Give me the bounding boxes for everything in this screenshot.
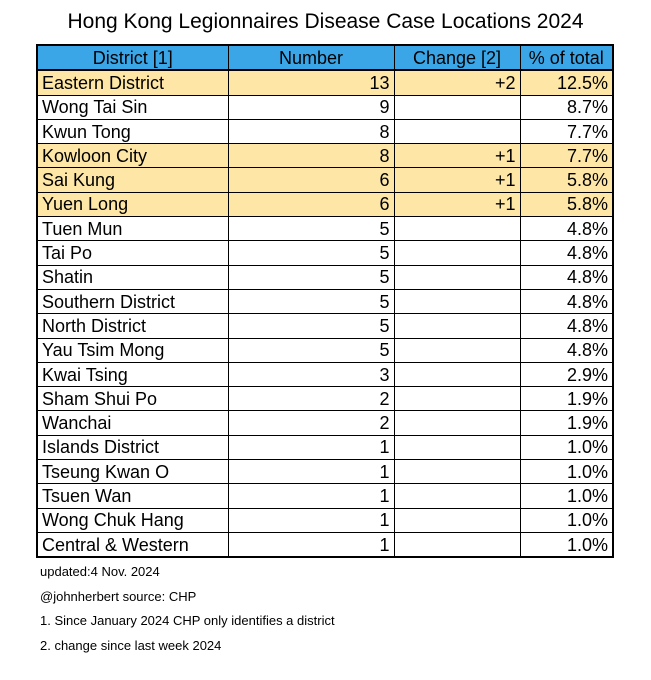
table-row bbox=[37, 241, 613, 265]
table-row bbox=[37, 70, 613, 95]
number-cell: 1 bbox=[228, 484, 394, 508]
table-row bbox=[37, 314, 613, 338]
table-row bbox=[37, 411, 613, 435]
district-cell: Sai Kung bbox=[37, 168, 228, 192]
district-cell: Yau Tsim Mong bbox=[37, 338, 228, 362]
table-row bbox=[37, 265, 613, 289]
change-cell bbox=[394, 532, 520, 557]
percent-cell: 1.0% bbox=[520, 435, 613, 459]
table-body bbox=[37, 70, 613, 557]
percent-cell: 2.9% bbox=[520, 362, 613, 386]
district-cell: Kowloon City bbox=[37, 144, 228, 168]
column-header-percent: % of total bbox=[520, 45, 613, 70]
percent-cell: 4.8% bbox=[520, 241, 613, 265]
table-row bbox=[37, 435, 613, 459]
table-row bbox=[37, 289, 613, 313]
number-cell: 5 bbox=[228, 241, 394, 265]
number-cell: 2 bbox=[228, 411, 394, 435]
percent-cell: 7.7% bbox=[520, 144, 613, 168]
number-cell: 1 bbox=[228, 435, 394, 459]
column-header-change: Change [2] bbox=[394, 45, 520, 70]
change-cell bbox=[394, 387, 520, 411]
change-cell bbox=[394, 289, 520, 313]
percent-cell: 1.0% bbox=[520, 484, 613, 508]
number-cell: 13 bbox=[228, 70, 394, 95]
table-row bbox=[37, 119, 613, 143]
percent-cell: 4.8% bbox=[520, 265, 613, 289]
table-row bbox=[37, 460, 613, 484]
percent-cell: 1.0% bbox=[520, 532, 613, 557]
percent-cell: 4.8% bbox=[520, 314, 613, 338]
change-cell bbox=[394, 460, 520, 484]
district-cases-table bbox=[36, 44, 614, 558]
percent-cell: 12.5% bbox=[520, 70, 613, 95]
percent-cell: 5.8% bbox=[520, 192, 613, 216]
number-cell: 6 bbox=[228, 192, 394, 216]
change-cell bbox=[394, 95, 520, 119]
district-cell: Sham Shui Po bbox=[37, 387, 228, 411]
district-cell: Tseung Kwan O bbox=[37, 460, 228, 484]
number-cell: 8 bbox=[228, 144, 394, 168]
change-cell bbox=[394, 411, 520, 435]
percent-cell: 1.0% bbox=[520, 508, 613, 532]
footnote-2: 2. change since last week 2024 bbox=[40, 637, 222, 653]
district-cell: Southern District bbox=[37, 289, 228, 313]
updated-note: updated:4 Nov. 2024 bbox=[40, 564, 160, 579]
change-cell bbox=[394, 265, 520, 289]
percent-cell: 1.9% bbox=[520, 387, 613, 411]
percent-cell: 4.8% bbox=[520, 217, 613, 241]
footnote-1: 1. Since January 2024 CHP only identifies a district bbox=[40, 613, 335, 628]
percent-cell: 1.9% bbox=[520, 411, 613, 435]
table-row bbox=[37, 508, 613, 532]
number-cell: 5 bbox=[228, 265, 394, 289]
change-cell bbox=[394, 435, 520, 459]
number-cell: 9 bbox=[228, 95, 394, 119]
number-cell: 5 bbox=[228, 289, 394, 313]
number-cell: 3 bbox=[228, 362, 394, 386]
district-cell: Tuen Mun bbox=[37, 217, 228, 241]
table-row bbox=[37, 192, 613, 216]
table-row bbox=[37, 362, 613, 386]
percent-cell: 4.8% bbox=[520, 289, 613, 313]
percent-cell: 8.7% bbox=[520, 95, 613, 119]
page-title: Hong Kong Legionnaires Disease Case Locations 2024 bbox=[67, 10, 584, 33]
table-row bbox=[37, 95, 613, 119]
district-cell: Yuen Long bbox=[37, 192, 228, 216]
source-note: @johnherbert source: CHP bbox=[40, 588, 197, 604]
number-cell: 1 bbox=[228, 532, 394, 557]
percent-cell: 1.0% bbox=[520, 460, 613, 484]
notes-block bbox=[40, 563, 335, 661]
change-cell: +1 bbox=[394, 192, 520, 216]
number-cell: 5 bbox=[228, 217, 394, 241]
change-cell: +2 bbox=[394, 70, 520, 95]
column-header-number: Number bbox=[228, 45, 394, 70]
number-cell: 6 bbox=[228, 168, 394, 192]
district-cell: Shatin bbox=[37, 265, 228, 289]
column-header-district: District [1] bbox=[37, 45, 228, 70]
district-cell: Islands District bbox=[37, 435, 228, 459]
change-cell bbox=[394, 119, 520, 143]
district-cell: North District bbox=[37, 314, 228, 338]
change-cell bbox=[394, 314, 520, 338]
number-cell: 1 bbox=[228, 508, 394, 532]
percent-cell: 5.8% bbox=[520, 168, 613, 192]
district-cell: Wanchai bbox=[37, 411, 228, 435]
table-row bbox=[37, 338, 613, 362]
district-cell: Kwun Tong bbox=[37, 119, 228, 143]
district-cell: Tsuen Wan bbox=[37, 484, 228, 508]
table-row bbox=[37, 217, 613, 241]
number-cell: 8 bbox=[228, 119, 394, 143]
table-row bbox=[37, 168, 613, 192]
table-header-row bbox=[37, 45, 613, 70]
table-row bbox=[37, 387, 613, 411]
table-row bbox=[37, 144, 613, 168]
change-cell bbox=[394, 217, 520, 241]
number-cell: 5 bbox=[228, 338, 394, 362]
table-row bbox=[37, 532, 613, 557]
district-cell: Kwai Tsing bbox=[37, 362, 228, 386]
change-cell bbox=[394, 484, 520, 508]
district-cell: Wong Tai Sin bbox=[37, 95, 228, 119]
change-cell: +1 bbox=[394, 168, 520, 192]
change-cell bbox=[394, 338, 520, 362]
change-cell bbox=[394, 508, 520, 532]
district-cell: Eastern District bbox=[37, 70, 228, 95]
number-cell: 1 bbox=[228, 460, 394, 484]
change-cell bbox=[394, 241, 520, 265]
change-cell bbox=[394, 362, 520, 386]
number-cell: 5 bbox=[228, 314, 394, 338]
change-cell: +1 bbox=[394, 144, 520, 168]
number-cell: 2 bbox=[228, 387, 394, 411]
district-cell: Tai Po bbox=[37, 241, 228, 265]
percent-cell: 4.8% bbox=[520, 338, 613, 362]
district-cell: Central & Western bbox=[37, 532, 228, 557]
percent-cell: 7.7% bbox=[520, 119, 613, 143]
table-row bbox=[37, 484, 613, 508]
district-cell: Wong Chuk Hang bbox=[37, 508, 228, 532]
